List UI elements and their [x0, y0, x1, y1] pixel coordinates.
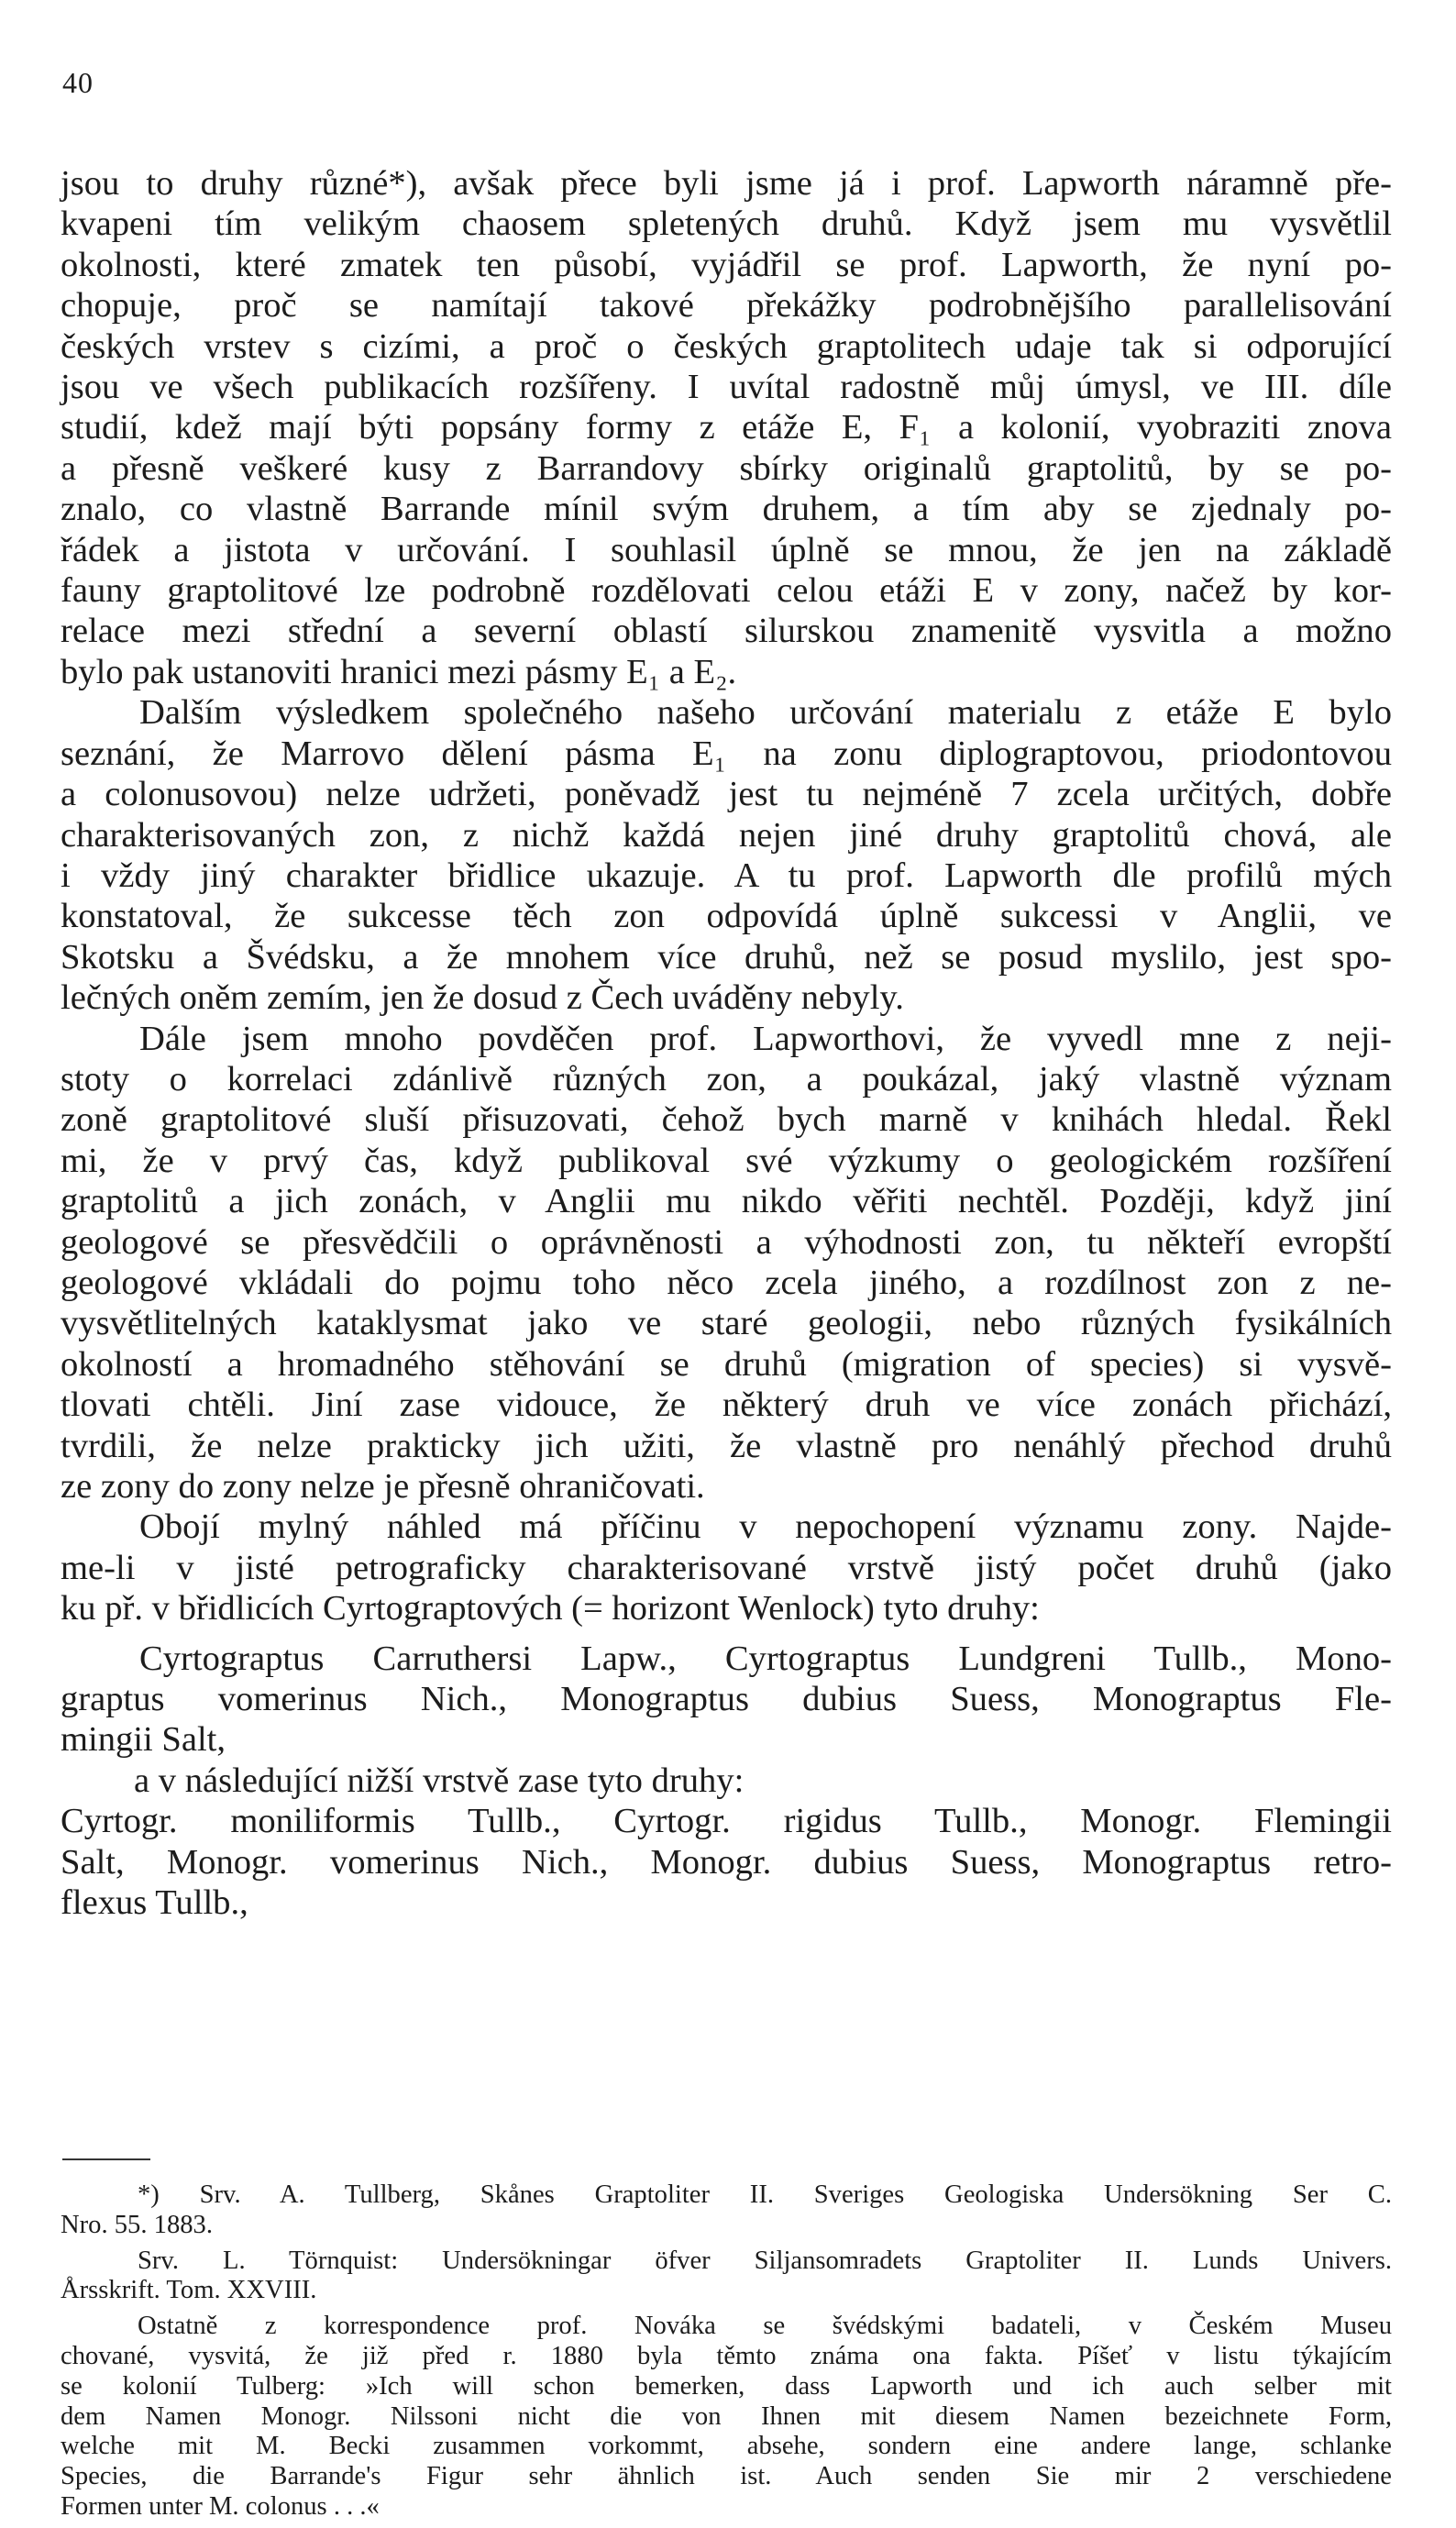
- footnote-line: Nro. 55. 1883.: [61, 2210, 213, 2239]
- text-line: graptus vomerinus Nich., Monograptus dubius Suess, Monograptus Fle-: [61, 1680, 1392, 1719]
- text-line: graptolitů a jich zonách, v Anglii mu nikdo věřiti nechtěl. Později, když jiní: [61, 1182, 1392, 1221]
- paragraph-2: [61, 692, 1392, 1018]
- text-line: Dalším výsledkem společného našeho určování materialu z etáže E bylo: [139, 693, 1392, 733]
- footnote-line: Formen unter M. colonus . . .«: [61, 2491, 380, 2521]
- text-line: geologové vkládali do pojmu toho něco zcela jiného, a rozdílnost zon z ne-: [61, 1263, 1392, 1302]
- text-line: bylo pak ustanoviti hranici mezi pásmy E₁ a E₂.: [61, 652, 737, 691]
- paragraph-3: [61, 1019, 1392, 1507]
- footnote-line: Årsskrift. Tom. XXVIII.: [61, 2276, 317, 2305]
- footnote-line: Ostatně z korrespondence prof. Nováka se švédskými badateli, v Českém Museu: [138, 2312, 1392, 2341]
- text-line: Obojí mylný náhled má příčinu v nepochopení významu zony. Najde-: [139, 1507, 1392, 1547]
- text-line: a colonusovou) nelze udržeti, poněvadž jest tu nejméně 7 zcela určitých, dobře: [61, 775, 1392, 814]
- footnote-1: [61, 2180, 1392, 2241]
- text-line: a v následující nižší vrstvě zase tyto druhy:: [134, 1761, 745, 1800]
- paragraph-1: [61, 163, 1392, 692]
- text-line: fauny graptolitové lze podrobně rozdělovati celou etáži E v zony, načež by kor-: [61, 571, 1392, 611]
- footnote-line: dem Namen Monogr. Nilssoni nicht die von Ihnen mit diesem Namen bezeichnete Form,: [61, 2401, 1392, 2431]
- text-line: okolností a hromadného stěhování se druhů (migration of species) si vysvě-: [61, 1344, 1392, 1384]
- text-line: okolnosti, které zmatek ten působí, vyjádřil se prof. Lapworth, že nyní po-: [61, 245, 1392, 284]
- text-line: charakterisovaných zon, z nichž každá nejen jiné druhy graptolitů chová, ale: [61, 815, 1392, 855]
- text-line: flexus Tullb.,: [61, 1883, 248, 1923]
- footnote-line: Srv. L. Törnquist: Undersökningar öfver Siljansomradets Graptoliter II. Lunds Univers.: [138, 2246, 1392, 2275]
- text-line: lečných oněm zemím, jen že dosud z Čech uváděny nebyly.: [61, 978, 904, 1018]
- page-number: 40: [62, 66, 94, 99]
- text-line: stoty o korrelaci zdánlivě různých zon, a poukázal, jaký vlastně význam: [61, 1059, 1392, 1098]
- text-line: chopuje, proč se namítají takové překážky podrobnějšího parallelisování: [61, 286, 1392, 326]
- text-line: tlovati chtěli. Jiní zase vidouce, že některý druh ve více zonách přichází,: [61, 1385, 1392, 1425]
- species-list-2: [61, 1801, 1392, 1923]
- text-line: jsou ve všech publikacích rozšířeny. I uvítal radostně můj úmysl, ve III. díle: [61, 368, 1392, 407]
- text-line: studií, kdež mají býti popsány formy z etáže E, F₁ a kolonií, vyobraziti znova: [61, 408, 1392, 447]
- text-line: relace mezi střední a severní oblastí silurskou znamenitě vysvitla a možno: [61, 612, 1392, 651]
- text-line: geologové se přesvědčili o oprávněnosti a výhodnosti zon, tu někteří evropští: [61, 1222, 1392, 1262]
- body-text: [61, 163, 1392, 1923]
- text-line: tvrdili, že nelze prakticky jich užiti, že vlastně pro nenáhlý přechod druhů: [61, 1426, 1392, 1465]
- text-line: českých vrstev s cizími, a proč o českých graptolitech udaje tak si odporující: [61, 326, 1392, 366]
- footnote-line: *) Srv. A. Tullberg, Skånes Graptoliter II. Sveriges Geologiska Undersökning Ser C.: [138, 2180, 1392, 2209]
- text-line: mi, že v prvý čas, když publikoval své výzkumy o geologickém rozšíření: [61, 1141, 1392, 1180]
- footnote-line: se kolonií Tulberg: »Ich will schon bemerken, dass Lapworth und ich auch selber mit: [61, 2371, 1392, 2401]
- text-line: znalo, co vlastně Barrande mínil svým druhem, a tím aby se zjednaly po-: [61, 490, 1392, 529]
- species-list-1: [61, 1639, 1392, 1761]
- text-line: a přesně veškeré kusy z Barrandovy sbírky originalů graptolitů, by se po-: [61, 448, 1392, 488]
- text-line: Dále jsem mnoho povděčen prof. Lapworthovi, že vyvedl mne z neji-: [139, 1019, 1392, 1058]
- paragraph-4: [61, 1507, 1392, 1628]
- text-line: mingii Salt,: [61, 1720, 226, 1760]
- footnote-line: welche mit M. Becki zusammen vorkommt, absehe, sondern eine andere lange, schlanke: [61, 2432, 1392, 2461]
- text-line: me-li v jisté petrograficky charakterisované vrstvě jistý počet druhů (jako: [61, 1548, 1392, 1587]
- text-line: i vždy jiný charakter břidlice ukazuje. A tu prof. Lapworth dle profilů mých: [61, 856, 1392, 895]
- text-line: Salt, Monogr. vomerinus Nich., Monogr. dubius Suess, Monograptus retro-: [61, 1842, 1392, 1882]
- footnote-2: [61, 2246, 1392, 2307]
- text-line: zoně graptolitové sluší přisuzovati, čehož bych marně v knihách hledal. Řekl: [61, 1100, 1392, 1140]
- text-line: ze zony do zony nelze je přesně ohraničovati.: [61, 1467, 705, 1506]
- text-line: konstatoval, že sukcesse těch zon odpovídá úplně sukcessi v Anglii, ve: [61, 897, 1392, 936]
- connector-line: [61, 1761, 1392, 1801]
- text-line: ku př. v břidlicích Cyrtograptových (= horizont Wenlock) tyto druhy:: [61, 1589, 1040, 1628]
- text-line: vysvětlitelných kataklysmat jako ve staré geologii, nebo různých fysikálních: [61, 1304, 1392, 1343]
- footnote-3: [61, 2312, 1392, 2522]
- footnote-separator: [62, 2158, 150, 2160]
- text-line: seznání, že Marrovo dělení pásma E₁ na zonu diplograptovou, priodontovou: [61, 734, 1392, 773]
- text-line: Cyrtograptus Carruthersi Lapw., Cyrtograptus Lundgreni Tullb., Mono-: [139, 1639, 1392, 1678]
- text-line: jsou to druhy různé*), avšak přece byli jsme já i prof. Lapworth náramně pře-: [61, 164, 1392, 203]
- text-line: Cyrtogr. moniliformis Tullb., Cyrtogr. rigidus Tullb., Monogr. Flemingii: [61, 1802, 1392, 1841]
- text-line: Skotsku a Švédsku, a že mnohem více druhů, než se posud myslilo, jest spo-: [61, 937, 1392, 977]
- footnotes: [61, 2180, 1392, 2528]
- text-line: kvapeni tím velikým chaosem spletených druhů. Když jsem mu vysvětlil: [61, 204, 1392, 244]
- footnote-line: chované, vysvitá, že již před r. 1880 byla těmto známa ona fakta. Píšeť v listu týkajícím: [61, 2341, 1392, 2370]
- text-line: řádek a jistota v určování. I souhlasil úplně se mnou, že jen na základě: [61, 530, 1392, 569]
- footnote-line: Species, die Barrande's Figur sehr ähnlich ist. Auch senden Sie mir 2 verschiedene: [61, 2462, 1392, 2491]
